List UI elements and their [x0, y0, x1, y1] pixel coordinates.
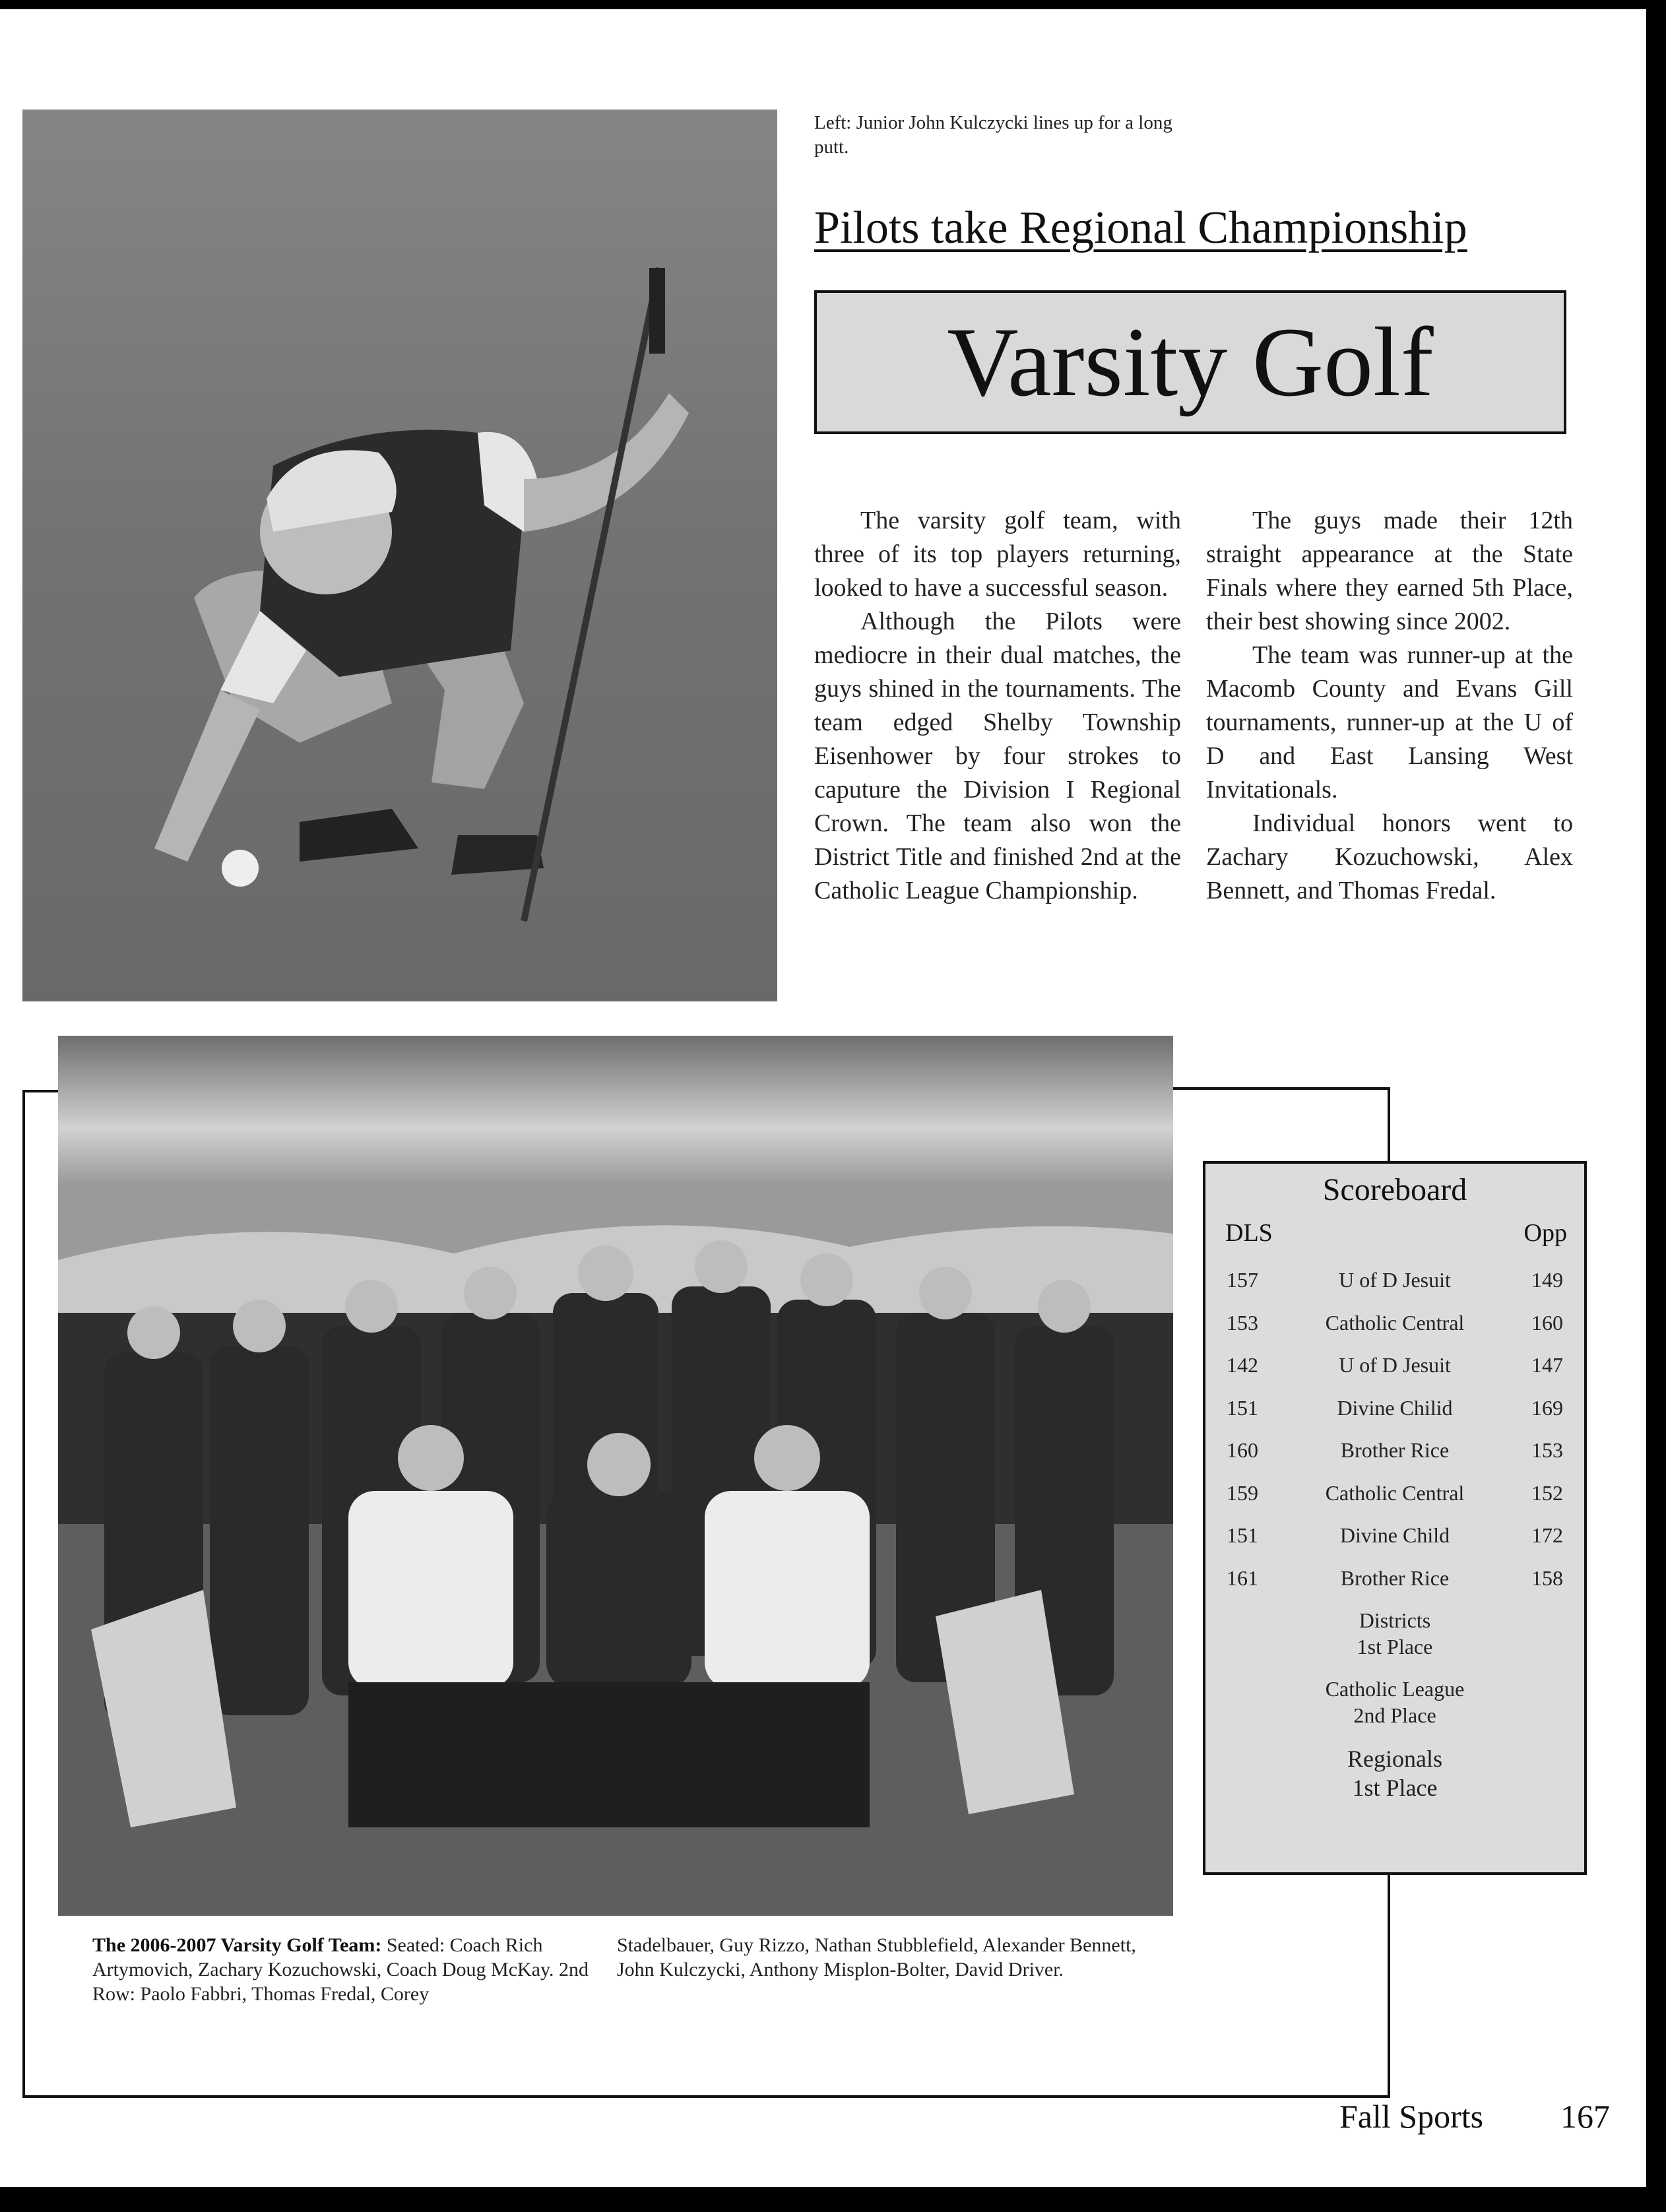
- article-paragraph: The varsity golf team, with three of its top players returning, looked to have a successful season.: [814, 507, 1181, 602]
- scoreboard-header-dls: DLS: [1225, 1219, 1273, 1247]
- scoreboard: [1203, 1161, 1587, 1875]
- dls-score: 157: [1227, 1268, 1258, 1292]
- page-number: 167: [1560, 2098, 1610, 2135]
- team-caption-part-2: Stadelbauer, Guy Rizzo, Nathan Stubblefield, Alexander Bennett, John Kulczycki, Anthony Misplon-Bolter, David Driver.: [617, 1934, 1136, 1980]
- article-paragraph: Although the Pilots were mediocre in their dual matches, the guys shined in the tournaments. The team edged Shelby Township Eisenhower by four strokes to caputure the Division I Regional Crown. The team also won the District Title and finished 2nd at the Catholic League Championship.: [814, 608, 1181, 904]
- opponent-name: Brother Rice: [1340, 1438, 1450, 1462]
- scoreboard-row: [1205, 1395, 1584, 1438]
- opponent-name: Catholic Central: [1325, 1310, 1465, 1335]
- scoreboard-row: [1205, 1267, 1584, 1310]
- page-border-bottom: [0, 2187, 1666, 2212]
- dls-score: 160: [1227, 1438, 1258, 1462]
- frame-line-top-left: [22, 1090, 59, 1092]
- opponent-score: 158: [1531, 1565, 1563, 1590]
- article-column-2: [1206, 504, 1573, 908]
- article-paragraph: The team was runner-up at the Macomb County and Evans Gill tournaments, runner-up at the U of D and East Lansing West Invitationals.: [1206, 641, 1573, 804]
- honor-place: 2nd Place: [1353, 1703, 1436, 1727]
- frame-line-right-upper: [1388, 1087, 1390, 1162]
- team-photo: [58, 1036, 1173, 1916]
- opponent-name: U of D Jesuit: [1339, 1268, 1451, 1292]
- dls-score: 153: [1227, 1310, 1258, 1335]
- dls-score: 159: [1227, 1480, 1258, 1505]
- headline: Pilots take Regional Championship: [814, 203, 1467, 253]
- opponent-name: Divine Chilid: [1337, 1395, 1453, 1420]
- scoreboard-header-opp: Opp: [1523, 1219, 1567, 1247]
- opponent-score: 153: [1531, 1438, 1563, 1462]
- scoreboard-row: [1205, 1565, 1584, 1608]
- team-caption-text: Seated: Coach Rich Artymovich, Zachary Kozuchowski, Coach Doug McKay. 2nd Row: Paolo Fabbri, Thomas Fredal, Corey: [92, 1934, 589, 2005]
- opponent-score: 160: [1531, 1310, 1563, 1335]
- honor-districts: [1205, 1607, 1584, 1660]
- scoreboard-row: [1205, 1437, 1584, 1480]
- golfer-photo: [22, 110, 777, 1001]
- article-paragraph: Individual honors went to Zachary Kozuchowski, Alex Bennett, and Thomas Fredal.: [1206, 809, 1573, 904]
- opponent-name: Brother Rice: [1340, 1565, 1450, 1590]
- frame-line-bottom: [22, 2095, 1390, 2098]
- opponent-score: 147: [1531, 1353, 1563, 1377]
- dls-score: 151: [1227, 1395, 1258, 1420]
- scoreboard-row: [1205, 1352, 1584, 1395]
- section-title: Varsity Golf: [947, 307, 1434, 417]
- frame-line-top-right: [1172, 1087, 1390, 1090]
- opponent-name: Catholic Central: [1325, 1480, 1465, 1505]
- team-caption-lead: The 2006-2007 Varsity Golf Team:: [92, 1934, 382, 1956]
- dls-score: 151: [1227, 1523, 1258, 1547]
- honor-catholic-league: [1205, 1676, 1584, 1728]
- honor-title: Regionals: [1347, 1746, 1442, 1772]
- top-photo-caption: Left: Junior John Kulczycki lines up for a long putt.: [814, 112, 1172, 158]
- opponent-name: U of D Jesuit: [1339, 1353, 1451, 1377]
- scoreboard-rows: [1205, 1267, 1584, 1607]
- article-paragraph: The guys made their 12th straight appearance at the State Finals where they earned 5th Place, their best showing since 2002.: [1206, 507, 1573, 635]
- opponent-score: 172: [1531, 1523, 1563, 1547]
- scoreboard-row: [1205, 1480, 1584, 1523]
- article-column-1: [814, 504, 1181, 908]
- page-border-right: [1646, 0, 1666, 2212]
- frame-line-left: [22, 1090, 25, 2098]
- frame-line-right-lower: [1388, 1874, 1390, 2098]
- honor-place: 1st Place: [1352, 1775, 1438, 1801]
- opponent-score: 169: [1531, 1395, 1563, 1420]
- opponent-name: Divine Child: [1339, 1523, 1450, 1547]
- section-title-box: [814, 290, 1566, 434]
- dls-score: 161: [1227, 1565, 1258, 1590]
- honor-regionals: [1205, 1744, 1584, 1802]
- scoreboard-row: [1205, 1310, 1584, 1352]
- team-caption-part-1: [92, 1933, 594, 2006]
- page-border-top: [0, 0, 1666, 9]
- honor-title: Catholic League: [1325, 1677, 1465, 1701]
- honor-title: Districts: [1359, 1608, 1431, 1632]
- dls-score: 142: [1227, 1353, 1258, 1377]
- scoreboard-title: Scoreboard: [1322, 1172, 1467, 1207]
- scoreboard-row: [1205, 1522, 1584, 1565]
- opponent-score: 149: [1531, 1268, 1563, 1292]
- opponent-score: 152: [1531, 1480, 1563, 1505]
- honor-place: 1st Place: [1357, 1635, 1433, 1659]
- footer-section-label: Fall Sports: [1339, 2098, 1484, 2135]
